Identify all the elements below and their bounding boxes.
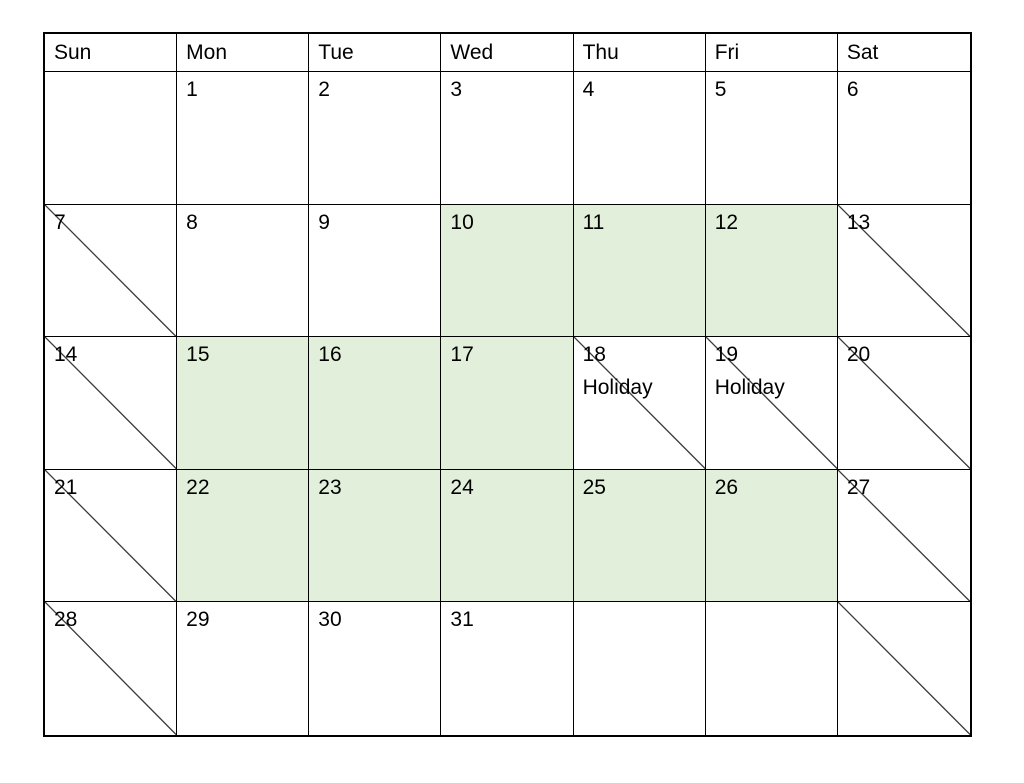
diagonal-strike-line bbox=[838, 602, 970, 735]
weekday-label: Sun bbox=[54, 40, 92, 64]
calendar-weeks bbox=[45, 72, 970, 735]
date-number: 10 bbox=[450, 210, 474, 234]
empty-day-cell bbox=[838, 602, 970, 735]
weekday-header-wed bbox=[441, 34, 573, 72]
weekday-label: Sat bbox=[846, 40, 879, 64]
day-cell-26[interactable] bbox=[706, 470, 838, 603]
day-cell-8[interactable] bbox=[177, 205, 309, 338]
date-number: 4 bbox=[582, 78, 595, 101]
date-number: 25 bbox=[582, 475, 606, 499]
date-number: 6 bbox=[846, 78, 859, 101]
day-cell-22[interactable] bbox=[177, 470, 309, 603]
date-number: 24 bbox=[450, 475, 474, 499]
empty-day-cell bbox=[706, 602, 838, 735]
day-cell-9[interactable] bbox=[309, 205, 441, 338]
day-cell-30[interactable] bbox=[309, 602, 441, 735]
weekday-label: Mon bbox=[186, 40, 227, 64]
weekday-header-mon bbox=[177, 34, 309, 72]
date-number: 2 bbox=[318, 78, 330, 101]
day-cell-25[interactable] bbox=[574, 470, 706, 603]
weekday-header-row bbox=[45, 34, 970, 72]
date-number: 17 bbox=[450, 343, 474, 367]
date-number: 3 bbox=[450, 78, 463, 101]
day-cell-10[interactable] bbox=[441, 205, 573, 338]
date-number: 21 bbox=[54, 475, 78, 499]
day-cell-19[interactable] bbox=[706, 337, 838, 470]
day-cell-16[interactable] bbox=[309, 337, 441, 470]
date-number: 19 bbox=[714, 343, 739, 367]
date-number: 15 bbox=[186, 343, 210, 367]
day-cell-5[interactable] bbox=[706, 72, 838, 205]
day-cell-24[interactable] bbox=[441, 470, 573, 603]
day-cell-21[interactable] bbox=[45, 470, 177, 603]
date-number: 1 bbox=[186, 78, 198, 101]
day-cell-3[interactable] bbox=[441, 72, 573, 205]
date-number: 26 bbox=[714, 475, 739, 499]
day-cell-7[interactable] bbox=[45, 205, 177, 338]
day-cell-17[interactable] bbox=[441, 337, 573, 470]
date-number: 11 bbox=[582, 210, 605, 234]
day-cell-1[interactable] bbox=[177, 72, 309, 205]
date-number: 13 bbox=[846, 210, 871, 234]
weekday-label: Wed bbox=[450, 40, 494, 64]
date-number: 30 bbox=[318, 608, 342, 632]
empty-day-cell bbox=[45, 72, 177, 205]
day-cell-4[interactable] bbox=[574, 72, 706, 205]
date-number: 7 bbox=[54, 210, 66, 234]
day-cell-29[interactable] bbox=[177, 602, 309, 735]
day-cell-2[interactable] bbox=[309, 72, 441, 205]
date-number: 8 bbox=[186, 210, 198, 234]
weekday-header-sat bbox=[838, 34, 970, 72]
holiday-label: Holiday bbox=[582, 376, 653, 400]
date-number: 22 bbox=[186, 475, 210, 499]
day-cell-13[interactable] bbox=[838, 205, 970, 338]
empty-day-cell bbox=[574, 602, 706, 735]
date-number: 23 bbox=[318, 475, 342, 499]
day-cell-23[interactable] bbox=[309, 470, 441, 603]
day-cell-15[interactable] bbox=[177, 337, 309, 470]
day-cell-20[interactable] bbox=[838, 337, 970, 470]
weekday-header-fri bbox=[706, 34, 838, 72]
date-number: 9 bbox=[318, 210, 330, 234]
date-number: 29 bbox=[186, 608, 210, 632]
day-cell-14[interactable] bbox=[45, 337, 177, 470]
weekday-header-tue bbox=[309, 34, 441, 72]
date-number: 12 bbox=[714, 210, 739, 234]
weekday-header-thu bbox=[574, 34, 706, 72]
calendar-month-grid bbox=[43, 32, 972, 737]
day-cell-28[interactable] bbox=[45, 602, 177, 735]
holiday-label: Holiday bbox=[714, 376, 785, 400]
date-number: 20 bbox=[846, 343, 871, 367]
weekday-label: Fri bbox=[714, 40, 740, 64]
day-cell-11[interactable] bbox=[574, 205, 706, 338]
date-number: 14 bbox=[54, 343, 78, 367]
date-number: 27 bbox=[846, 475, 871, 499]
day-cell-18[interactable] bbox=[574, 337, 706, 470]
date-number: 5 bbox=[714, 78, 727, 101]
day-cell-27[interactable] bbox=[838, 470, 970, 603]
day-cell-31[interactable] bbox=[441, 602, 573, 735]
date-number: 28 bbox=[54, 608, 78, 632]
date-number: 18 bbox=[582, 343, 606, 367]
day-cell-6[interactable] bbox=[838, 72, 970, 205]
weekday-header-sun bbox=[45, 34, 177, 72]
weekday-label: Thu bbox=[582, 40, 619, 64]
date-number: 16 bbox=[318, 343, 342, 367]
date-number: 31 bbox=[450, 608, 474, 632]
day-cell-12[interactable] bbox=[706, 205, 838, 338]
weekday-label: Tue bbox=[318, 40, 354, 64]
